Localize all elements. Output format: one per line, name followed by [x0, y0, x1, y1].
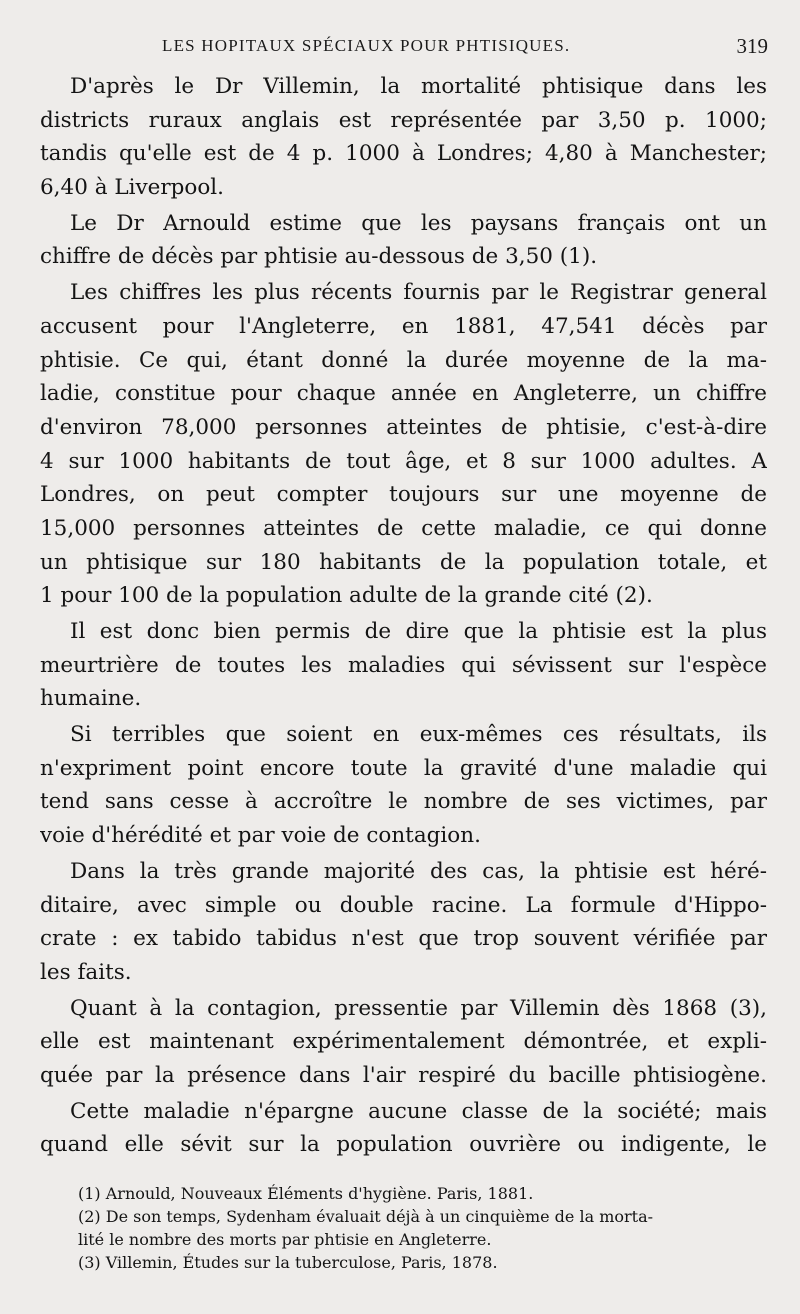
- text-line: Le Dr Arnould estime que les paysans français ont un: [70, 210, 767, 236]
- text-line: Londres, on peut compter toujours sur une moyenne de: [40, 482, 767, 508]
- text-line: d'environ 78,000 personnes atteintes de phtisie, c'est-à-dire: [40, 414, 767, 440]
- footnote: (1) Arnould, Nouveaux Éléments d'hygiène. Paris, 1881.: [78, 1184, 534, 1203]
- text-line: Quant à la contagion, pressentie par Villemin dès 1868 (3),: [70, 995, 767, 1021]
- text-line: Dans la très grande majorité des cas, la phtisie est héré-: [70, 858, 767, 884]
- text-line: quand elle sévit sur la population ouvrière ou indigente, le: [40, 1132, 767, 1158]
- text-line: Cette maladie n'épargne aucune classe de la société; mais: [70, 1098, 767, 1124]
- text-line: tandis qu'elle est de 4 p. 1000 à Londres; 4,80 à Manchester;: [40, 141, 767, 167]
- text-line: 6,40 à Liverpool.: [40, 175, 225, 201]
- text-line: tend sans cesse à accroître le nombre de ses victimes, par: [40, 789, 767, 815]
- text-line: quée par la présence dans l'air respiré du bacille phtisiogène.: [40, 1062, 767, 1088]
- text-line: 4 sur 1000 habitants de tout âge, et 8 sur 1000 adultes. A: [40, 448, 767, 474]
- text-line: ditaire, avec simple ou double racine. La formule d'Hippo-: [40, 892, 767, 918]
- text-line: 1 pour 100 de la population adulte de la grande cité (2).: [40, 583, 653, 609]
- footnote-continuation: lité le nombre des morts par phtisie en Angleterre.: [78, 1230, 492, 1249]
- text-line: Il est donc bien permis de dire que la phtisie est la plus: [70, 619, 767, 644]
- page-header: [40, 34, 768, 62]
- text-line: phtisie. Ce qui, étant donné la durée moyenne de la ma-: [40, 347, 767, 373]
- body-text: [40, 70, 767, 1162]
- text-line: accusent pour l'Angleterre, en 1881, 47,541 décès par: [40, 313, 767, 339]
- text-line: humaine.: [40, 686, 142, 712]
- text-line: 15,000 personnes atteintes de cette maladie, ce qui donne: [40, 515, 767, 541]
- text-line: un phtisique sur 180 habitants de la population totale, et: [40, 549, 767, 575]
- page-number: 319: [736, 34, 768, 58]
- text-line: districts ruraux anglais est représentée par 3,50 p. 1000;: [40, 107, 767, 133]
- text-line: elle est maintenant expérimentalement démontrée, et expli-: [40, 1029, 767, 1055]
- text-line: Si terribles que soient en eux-mêmes ces résultats, ils: [70, 722, 767, 748]
- footnote: (2) De son temps, Sydenham évaluait déjà à un cinquième de la morta-: [78, 1207, 654, 1226]
- text-line: Les chiffres les plus récents fournis par le Registrar general: [70, 280, 767, 306]
- text-line: meurtrière de toutes les maladies qui sévissent sur l'espèce: [40, 652, 767, 678]
- text-line: D'après le Dr Villemin, la mortalité phtisique dans les: [70, 74, 767, 99]
- running-head: LES HOPITAUX SPÉCIAUX POUR PHTISIQUES.: [162, 36, 571, 55]
- text-line: n'expriment point encore toute la gravité d'une maladie qui: [40, 755, 767, 781]
- text-line: crate : ex tabido tabidus n'est que trop souvent vérifiée par: [40, 926, 767, 952]
- text-line: les faits.: [40, 959, 132, 985]
- text-line: ladie, constitue pour chaque année en Angleterre, un chiffre: [40, 381, 767, 407]
- text-line: voie d'hérédité et par voie de contagion.: [40, 823, 481, 849]
- footnote: (3) Villemin, Études sur la tuberculose, Paris, 1878.: [78, 1253, 498, 1272]
- footnotes: [40, 1182, 767, 1274]
- text-line: chiffre de décès par phtisie au-dessous de 3,50 (1).: [40, 244, 598, 270]
